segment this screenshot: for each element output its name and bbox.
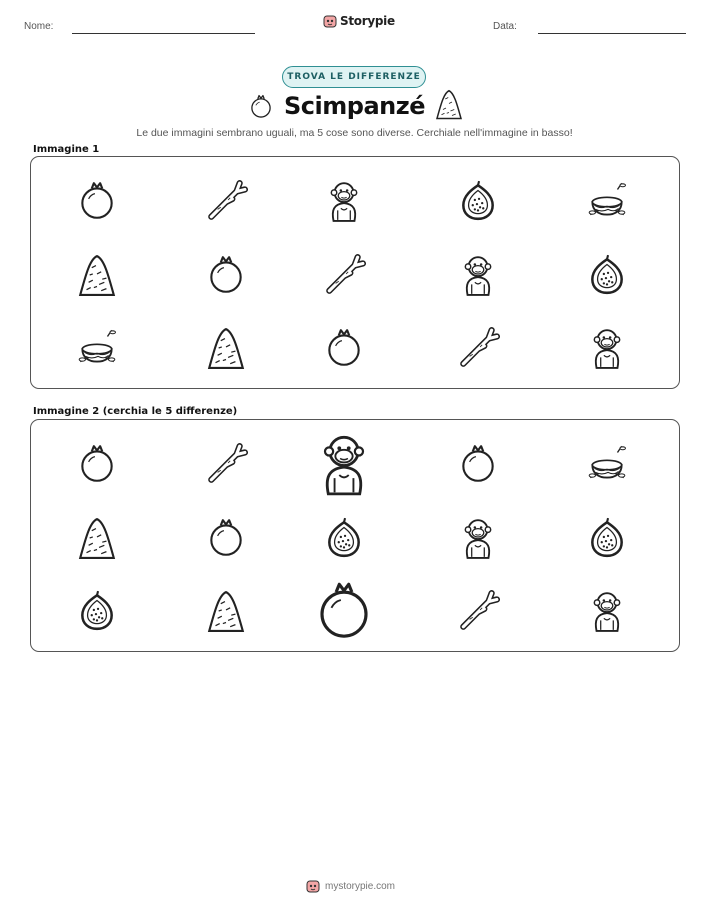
panel2-cell-r3c2[interactable] <box>204 589 248 633</box>
brand-name: Storypie <box>340 14 395 28</box>
name-label: Nome: <box>24 21 54 32</box>
branch-icon <box>204 179 248 223</box>
termite-mound-icon <box>434 88 464 122</box>
panel1-cell-r3c5 <box>585 326 629 370</box>
brand-logo <box>323 14 395 28</box>
panel1-cell-r3c1 <box>75 326 119 370</box>
pomegranate-icon <box>322 326 366 370</box>
panel2-cell-r3c1[interactable] <box>75 589 119 633</box>
footer-site: mystorypie.com <box>325 880 396 892</box>
termite-mound-icon <box>204 326 248 370</box>
nest-icon <box>585 442 629 486</box>
panel1-cell-r3c4 <box>456 326 500 370</box>
storypie-mascot-icon <box>323 14 337 28</box>
chimp-icon <box>585 326 629 370</box>
panel2-cell-r2c5[interactable] <box>585 516 629 560</box>
termite-mound-icon <box>204 589 248 633</box>
name-field[interactable] <box>72 33 255 34</box>
panel1-cell-r2c4 <box>456 253 500 297</box>
panel2-cell-r3c5[interactable] <box>585 589 629 633</box>
termite-mound-icon <box>75 253 119 297</box>
branch-icon <box>456 326 500 370</box>
chimp-icon <box>322 179 366 223</box>
page-title: Scimpanzé <box>284 92 425 120</box>
panel1-cell-r1c3 <box>322 179 366 223</box>
panel2-cell-r2c3[interactable] <box>322 516 366 560</box>
panel2-cell-r2c2[interactable] <box>204 516 248 560</box>
panel2-label: Immagine 2 (cerchia le 5 differenze) <box>33 406 238 417</box>
pomegranate-icon <box>75 179 119 223</box>
date-label: Data: <box>493 21 517 32</box>
branch-icon <box>204 442 248 486</box>
termite-mound-icon <box>75 516 119 560</box>
activity-badge: TROVA LE DIFFERENZE <box>282 66 426 88</box>
panel1-cell-r1c2 <box>204 179 248 223</box>
chimp-icon <box>585 589 629 633</box>
fig-icon <box>585 253 629 297</box>
panel1-cell-r2c2 <box>204 253 248 297</box>
pomegranate-icon <box>311 578 377 644</box>
panel2-cell-r1c1[interactable] <box>75 442 119 486</box>
panel2-cell-r1c2[interactable] <box>204 442 248 486</box>
panel2-cell-r1c5[interactable] <box>585 442 629 486</box>
footer <box>306 879 395 893</box>
chimp-icon <box>456 253 500 297</box>
panel1-cell-r1c4 <box>456 179 500 223</box>
fig-icon <box>322 516 366 560</box>
panel2-cell-r3c4[interactable] <box>456 589 500 633</box>
panel2-cell-r1c4[interactable] <box>456 442 500 486</box>
panel1-cell-r3c3 <box>322 326 366 370</box>
panel2-cell-r3c3[interactable] <box>311 578 377 644</box>
nest-icon <box>75 326 119 370</box>
instructions-text: Le due immagini sembrano uguali, ma 5 cose sono diverse. Cerchiale nell'immagine in basso! <box>136 127 573 139</box>
pomegranate-icon <box>75 442 119 486</box>
panel2-cell-r2c1[interactable] <box>75 516 119 560</box>
panel1-label: Immagine 1 <box>33 144 100 155</box>
panel1-cell-r2c1 <box>75 253 119 297</box>
fig-icon <box>75 589 119 633</box>
branch-icon <box>456 589 500 633</box>
chimp-icon <box>311 431 377 497</box>
panel2-cell-r1c3[interactable] <box>311 431 377 497</box>
branch-icon <box>322 253 366 297</box>
pomegranate-icon <box>456 442 500 486</box>
pomegranate-icon <box>204 253 248 297</box>
panel1-cell-r1c5 <box>585 179 629 223</box>
storypie-mascot-icon <box>306 879 320 893</box>
fig-icon <box>585 516 629 560</box>
panel1-cell-r1c1 <box>75 179 119 223</box>
panel2-cell-r2c4[interactable] <box>456 516 500 560</box>
chimp-icon <box>456 516 500 560</box>
title-termite-mound-icon <box>434 88 464 122</box>
nest-icon <box>585 179 629 223</box>
date-field[interactable] <box>538 33 686 34</box>
panel1-cell-r2c3 <box>322 253 366 297</box>
fig-icon <box>456 179 500 223</box>
panel1-cell-r2c5 <box>585 253 629 297</box>
panel1-cell-r3c2 <box>204 326 248 370</box>
pomegranate-icon <box>204 516 248 560</box>
